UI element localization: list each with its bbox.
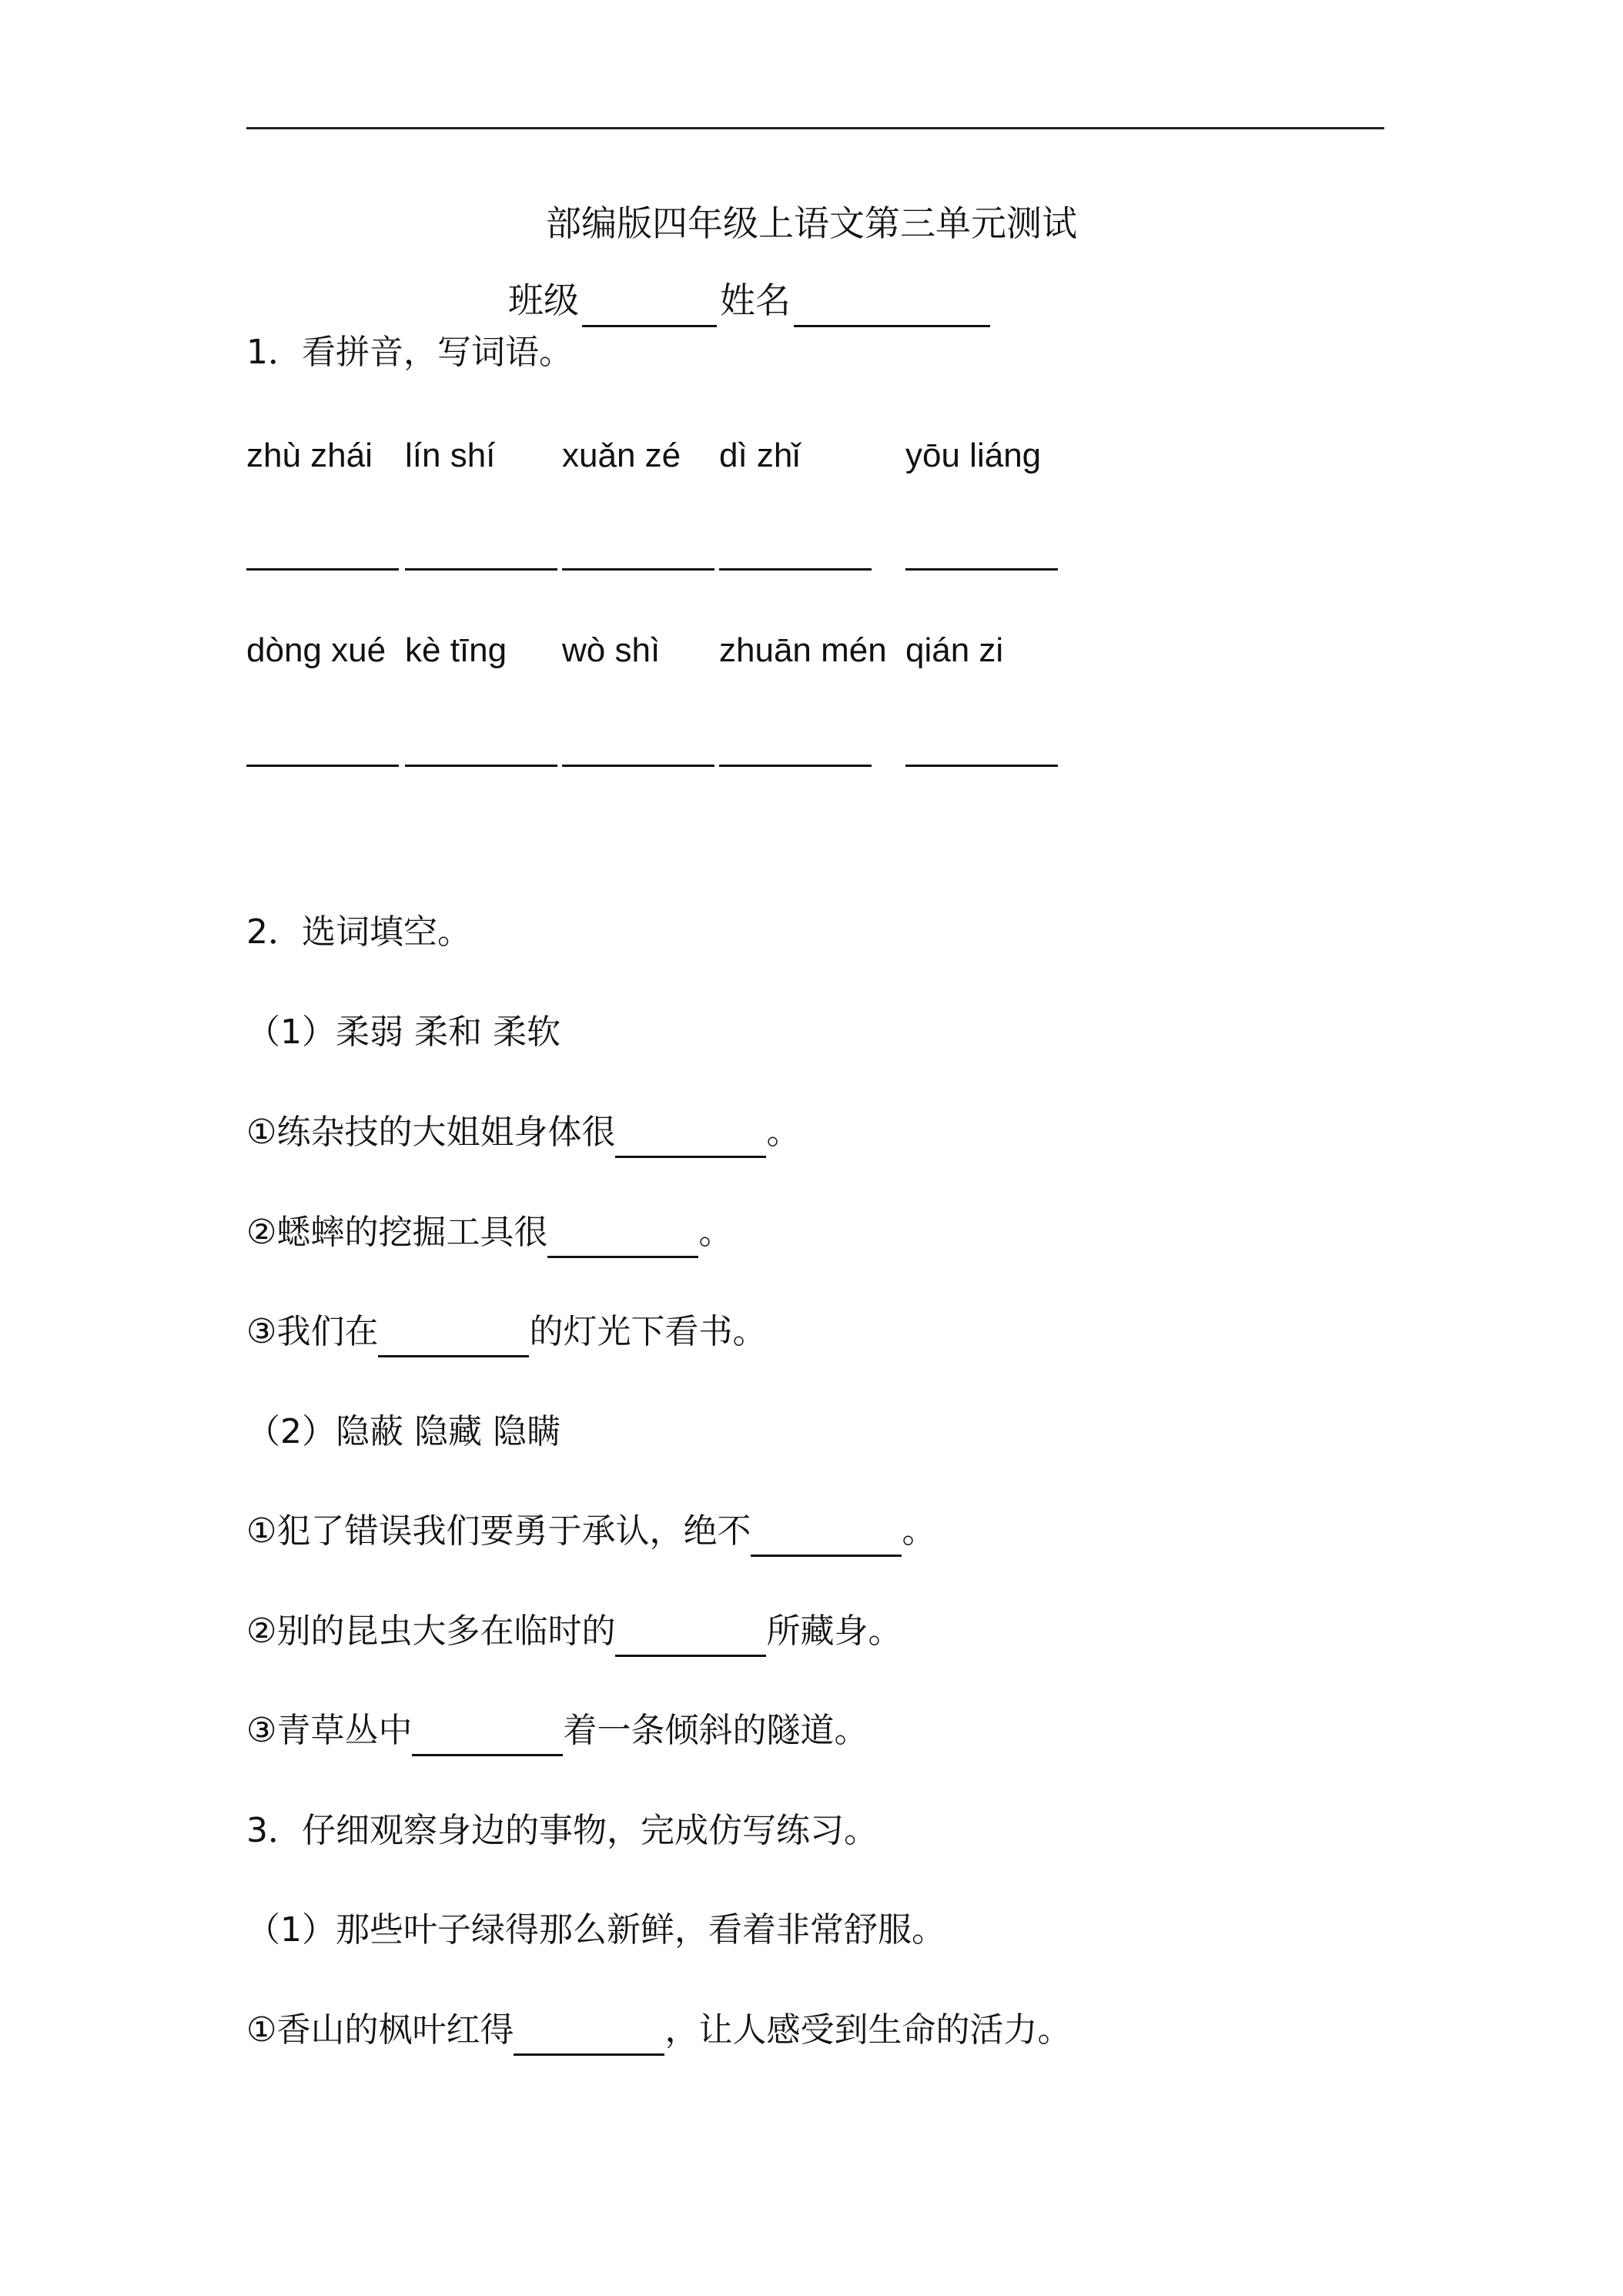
fill-blank[interactable] bbox=[615, 1616, 766, 1657]
page-title: 部编版四年级上语文第三单元测试 bbox=[546, 202, 1077, 244]
item-text: ③青草丛中 bbox=[246, 1711, 413, 1750]
q2-group1-options: （1）柔弱 柔和 柔软 bbox=[246, 1012, 561, 1052]
pinyin-2-4: zhuān mén bbox=[719, 631, 887, 669]
answer-line-1-3[interactable] bbox=[562, 568, 714, 571]
item-text: ②别的昆虫大多在临时的 bbox=[246, 1612, 616, 1651]
answer-line-1-2[interactable] bbox=[405, 568, 557, 571]
q2-group2-item2 bbox=[246, 1606, 902, 1657]
item-text: ②蟋蟀的挖掘工具很 bbox=[246, 1213, 548, 1252]
q2-group1-item2 bbox=[246, 1207, 732, 1258]
answer-line-2-3[interactable] bbox=[562, 765, 714, 767]
pinyin-2-5: qián zi bbox=[905, 631, 1004, 669]
pinyin-1-4: dì zhǐ bbox=[719, 437, 801, 474]
pinyin-1-2: lín shí bbox=[405, 437, 496, 474]
pinyin-1-1: zhù zhái bbox=[246, 437, 373, 474]
pinyin-1-5: yōu liáng bbox=[905, 437, 1042, 474]
pinyin-2-2: kè tīng bbox=[405, 631, 507, 669]
answer-line-2-1[interactable] bbox=[246, 765, 399, 767]
q2-group1-item1 bbox=[246, 1107, 800, 1158]
fill-blank[interactable] bbox=[514, 2015, 664, 2056]
q2-heading: 2．选词填空。 bbox=[246, 912, 471, 952]
item-text: ③我们在 bbox=[246, 1312, 379, 1351]
pinyin-2-1: dòng xué bbox=[246, 631, 387, 669]
class-name-line bbox=[508, 273, 993, 327]
answer-line-2-4[interactable] bbox=[719, 765, 872, 767]
item-text: ①犯了错误我们要勇于承认，绝不 bbox=[246, 1511, 751, 1551]
q2-group2-options: （2）隐蔽 隐藏 隐瞒 bbox=[246, 1412, 561, 1451]
name-label: 姓名 bbox=[720, 279, 791, 321]
fill-blank[interactable] bbox=[615, 1117, 766, 1158]
q3-heading: 3．仔细观察身边的事物，完成仿写练习。 bbox=[246, 1811, 878, 1850]
item-text-end: 的灯光下看书。 bbox=[529, 1312, 767, 1351]
answer-line-1-5[interactable] bbox=[905, 568, 1058, 571]
class-blank[interactable] bbox=[582, 285, 717, 327]
answer-line-2-5[interactable] bbox=[905, 765, 1058, 767]
fill-blank[interactable] bbox=[547, 1217, 698, 1258]
item-text-end: 所藏身。 bbox=[766, 1612, 902, 1651]
fill-blank[interactable] bbox=[412, 1715, 563, 1756]
item-text: ①香山的枫叶红得 bbox=[246, 2010, 514, 2050]
q1-heading: 1．看拼音，写词语。 bbox=[246, 333, 573, 372]
item-text-end: 着一条倾斜的隧道。 bbox=[563, 1711, 868, 1750]
q3-item1 bbox=[246, 2005, 1071, 2056]
item-text-end: 。 bbox=[902, 1511, 936, 1551]
item-text: ①练杂技的大姐姐身体很 bbox=[246, 1113, 616, 1152]
class-label: 班级 bbox=[508, 279, 579, 321]
q2-group1-item3 bbox=[246, 1307, 766, 1357]
q2-group2-item3 bbox=[246, 1705, 868, 1756]
answer-line-2-2[interactable] bbox=[405, 765, 557, 767]
answer-line-1-4[interactable] bbox=[719, 568, 872, 571]
item-text-end: 。 bbox=[766, 1113, 801, 1152]
fill-blank[interactable] bbox=[751, 1516, 902, 1557]
q3-example: （1）那些叶子绿得那么新鲜，看着非常舒服。 bbox=[246, 1910, 945, 1950]
name-blank[interactable] bbox=[794, 285, 990, 327]
pinyin-1-3: xuǎn zé bbox=[562, 437, 681, 474]
answer-line-1-1[interactable] bbox=[246, 568, 399, 571]
pinyin-2-3: wò shì bbox=[562, 631, 661, 669]
header-rule bbox=[246, 127, 1384, 129]
fill-blank[interactable] bbox=[378, 1317, 529, 1357]
item-text-end: ，让人感受到生命的活力。 bbox=[664, 2010, 1072, 2050]
item-text-end: 。 bbox=[698, 1213, 733, 1252]
q2-group2-item1 bbox=[246, 1506, 935, 1557]
